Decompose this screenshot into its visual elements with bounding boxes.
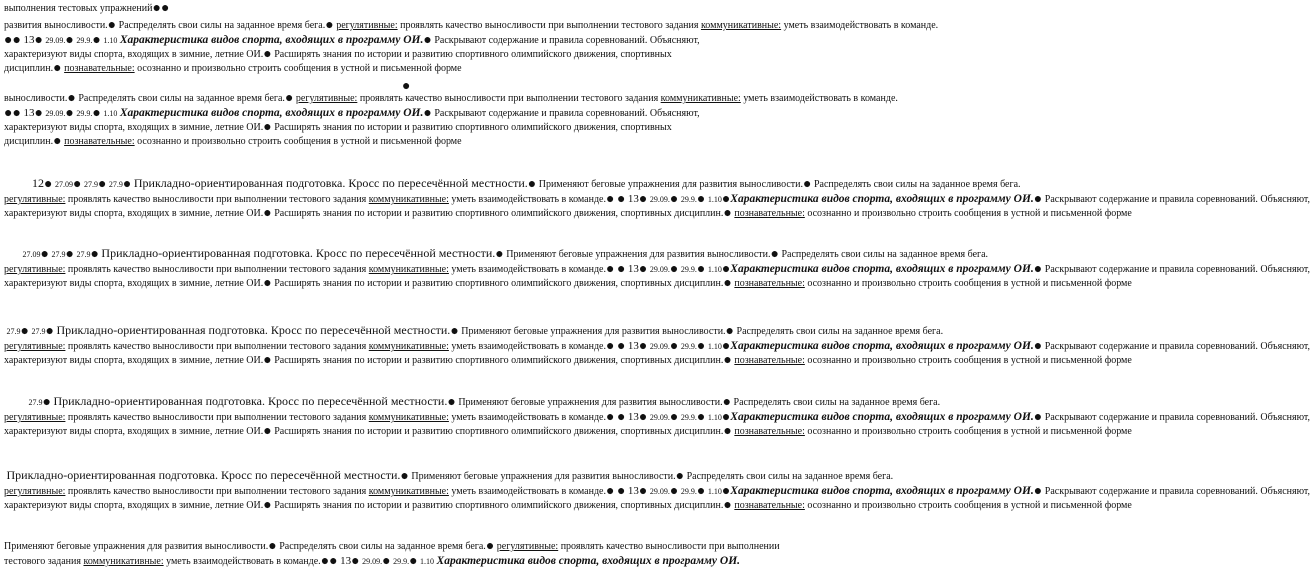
row-line: [4, 353, 1132, 368]
fragment-line: [4, 135, 812, 149]
text: Применяют беговые упражнения для развития выносливости.: [538, 179, 803, 190]
date: 1.10: [707, 487, 722, 496]
text: осознанно и произвольно строить сообщения в устной и письменной форме: [137, 136, 462, 147]
bullet-icon: ●: [400, 469, 409, 484]
bullet-icon: ●: [450, 324, 459, 339]
bullet-icon: ●: [723, 498, 732, 513]
bullet-icon: ●: [696, 192, 706, 207]
text: уметь взаимодействовать в команде.: [451, 341, 606, 352]
regulative-label: регулятивные:: [4, 194, 66, 205]
bullet-icon: ●: [268, 539, 277, 554]
bullet-icon: ●: [675, 469, 685, 484]
topic-title: Характеристика видов спорта, входящих в программу ОИ.: [730, 411, 1034, 423]
bullet-icon: ●: [1033, 262, 1043, 277]
row-line: [4, 394, 941, 410]
text: осознанно и произвольно строить сообщения в устной и письменной форме: [807, 500, 1132, 511]
text: дисциплин.: [4, 136, 54, 147]
bullet-icon: ●: [1033, 484, 1043, 499]
text: Раскрывают содержание и правила соревнований. Объясняют,: [1044, 486, 1310, 497]
bullet-icon: ●: [696, 484, 706, 499]
bullet-icon: ●: [65, 33, 74, 48]
fragment-line: [4, 91, 898, 106]
row-date: 27.9: [6, 327, 21, 336]
date: 1.10: [103, 36, 118, 45]
bullet-icon: ●: [90, 247, 99, 262]
bullet-icon: ●: [638, 410, 648, 425]
bullet-icon: ●: [423, 106, 432, 121]
fragment-line: [4, 106, 812, 121]
fragment-line: [4, 554, 812, 569]
row-number: 12: [32, 176, 44, 190]
date: 1.10: [420, 557, 435, 566]
bullet-icon: ●: [97, 177, 107, 192]
bullet-icon: ●: [92, 33, 101, 48]
text: уметь взаимодействовать в команде.: [743, 93, 898, 104]
bullet-icon: ●: [122, 177, 132, 192]
row-date: 27.9: [51, 250, 66, 259]
bullet-icon: ●: [72, 177, 82, 192]
text: Распределять свои силы на заданное время бега.: [733, 397, 941, 408]
row-date: 27.09: [22, 250, 41, 259]
text: Расширять знания по истории и развитию спортивного олимпийского движения, спортивных: [274, 278, 672, 289]
text: проявлять качество выносливости при выполнении тестового задания: [67, 412, 367, 423]
bullet-icon: ●: [53, 61, 62, 76]
bullet-icon: ●: [284, 91, 294, 106]
row-date: 27.9: [108, 180, 123, 189]
date: 1.10: [707, 195, 722, 204]
bullet-icon: ●: [802, 177, 812, 192]
date: 29.09.: [362, 557, 383, 566]
topic-title: Характеристика видов спорта, входящих в программу ОИ.: [730, 485, 1034, 497]
date: 29.9.: [680, 342, 697, 351]
bullet-icon: ●: [12, 33, 21, 48]
bullet-icon: ●: [696, 339, 706, 354]
lesson-number: 13: [340, 555, 352, 567]
cognitive-label: познавательные:: [734, 278, 805, 289]
text: осознанно и произвольно строить сообщения в устной и письменной форме: [807, 355, 1132, 366]
topic-title: Характеристика видов спорта, входящих в программу ОИ.: [730, 263, 1034, 275]
bullet-icon: ●: [605, 410, 615, 425]
date: 29.09.: [45, 36, 66, 45]
bullet-icon: ●: [616, 262, 626, 277]
regulative-label: регулятивные:: [4, 341, 66, 352]
bullet-icon: ●: [616, 410, 626, 425]
communicative-label: коммуникативные:: [83, 556, 164, 567]
row-line: [4, 276, 1132, 291]
text: Расширять знания по истории и развитию спортивного олимпийского движения, спортивных: [274, 122, 672, 133]
text: Расширять знания по истории и развитию спортивного олимпийского движения, спортивных: [274, 426, 672, 437]
text: уметь взаимодействовать в команде.: [451, 264, 606, 275]
text: Распределять свои силы на заданное время бега.: [813, 179, 1021, 190]
text: Применяют беговые упражнения для развития выносливости.: [506, 249, 771, 260]
text: осознанно и произвольно строить сообщения в устной и письменной форме: [807, 278, 1132, 289]
date: 29.09.: [45, 109, 66, 118]
bullet-icon: ●: [263, 498, 272, 513]
bullet-icon: ●: [4, 106, 13, 121]
row-date: 27.9: [83, 180, 98, 189]
bullet-icon: ●: [638, 192, 648, 207]
row-title: Прикладно-ориентированная подготовка. Кросс по пересечённой местности.: [6, 468, 401, 482]
bullet-icon: ●: [721, 410, 731, 425]
text: Применяют беговые упражнения для развития выносливости.: [461, 326, 726, 337]
text: Применяют беговые упражнения для развития выносливости.: [411, 471, 676, 482]
bullet-icon: ●: [725, 324, 735, 339]
text: Раскрывают содержание и правила соревнований. Объясняют,: [1044, 341, 1310, 352]
text: уметь взаимодействовать в команде.: [451, 412, 606, 423]
lesson-number: 13: [627, 340, 639, 352]
bullet-icon: ●: [495, 247, 504, 262]
text: Расширять знания по истории и развитию спортивного олимпийского движения, спортивных: [274, 208, 672, 219]
bullet-icon: ●: [351, 554, 360, 569]
bullet-icon: ●: [42, 395, 51, 410]
row-date: 27.9: [28, 398, 43, 407]
date: 29.9.: [393, 557, 410, 566]
text: Распределять свои силы на заданное время бега.: [78, 93, 285, 104]
text: развития выносливости.: [4, 20, 108, 31]
regulative-label: регулятивные:: [336, 20, 398, 31]
bullet-icon: ●: [605, 192, 615, 207]
bullet-icon: ●: [616, 339, 626, 354]
bullet-icon: ●: [92, 106, 101, 121]
date: 29.09.: [649, 342, 670, 351]
bullet-icon: ●: [605, 339, 615, 354]
bullet-icon: ●: [721, 192, 731, 207]
bullet-icon: ●: [329, 554, 338, 569]
date: 1.10: [707, 342, 722, 351]
text: дисциплин.: [674, 355, 724, 366]
row-title: Прикладно-ориентированная подготовка. Кросс по пересечённой местности.: [133, 176, 528, 190]
bullet-icon: ●: [40, 247, 49, 262]
text: Раскрывают содержание и правила соревнований. Объясняют,: [434, 108, 700, 119]
top-fragment: [4, 1, 939, 76]
communicative-label: коммуникативные:: [368, 194, 449, 205]
bullet-icon: ●: [34, 106, 43, 121]
text: Применяют беговые упражнения для развития выносливости.: [4, 541, 269, 552]
row-line: [4, 323, 944, 339]
row-line: [4, 262, 1310, 277]
bullet-icon: ●: [409, 554, 418, 569]
communicative-label: коммуникативные:: [368, 341, 449, 352]
text: проявлять качество выносливости при выполнении тестового задания: [67, 194, 367, 205]
text: Расширять знания по истории и развитию спортивного олимпийского движения, спортивных: [274, 355, 672, 366]
communicative-label: коммуникативные:: [700, 20, 782, 31]
regulative-label: регулятивные:: [4, 486, 66, 497]
lesson-row: [4, 246, 1310, 291]
bullet-icon: ●: [527, 177, 537, 192]
lesson-row: [4, 468, 1310, 513]
bullet-icon: ●: [20, 324, 29, 339]
lesson-number: 13: [627, 411, 639, 423]
text: Раскрывают содержание и правила соревнований. Объясняют,: [434, 35, 700, 46]
bullet-icon: ●: [1033, 339, 1043, 354]
text: Расширять знания по истории и развитию спортивного олимпийского движения, спортивных: [274, 49, 672, 60]
bullet-icon: ●: [65, 247, 74, 262]
text: Раскрывают содержание и правила соревнований. Объясняют,: [1044, 264, 1310, 275]
bullet-icon: ●: [382, 554, 391, 569]
text: проявлять качество выносливости при выполнении тестового задания: [67, 341, 367, 352]
text: характеризуют виды спорта, входящих в зимние, летние ОИ.: [4, 122, 264, 133]
date: 29.9.: [680, 413, 697, 422]
bullet-icon: ●: [263, 424, 272, 439]
text: характеризуют виды спорта, входящих в зимние, летние ОИ.: [4, 426, 264, 437]
bullet-icon: ●: [723, 353, 732, 368]
bullet-icon: ●: [605, 262, 615, 277]
bullet-icon: ●: [12, 106, 21, 121]
date: 29.9.: [76, 109, 93, 118]
text: уметь взаимодействовать в команде.: [166, 556, 321, 567]
fragment-line: [4, 33, 812, 48]
bullet-icon: ●: [616, 484, 626, 499]
bullet-icon: ●: [45, 324, 54, 339]
bullet-icon: ●: [721, 484, 731, 499]
row-line: [4, 468, 894, 484]
lesson-number: 13: [627, 193, 639, 205]
bullet-icon: ●: [67, 91, 76, 106]
text: Применяют беговые упражнения для развития выносливости.: [458, 397, 723, 408]
lesson-number: 13: [627, 263, 639, 275]
text: выносливости.: [4, 93, 68, 104]
row-date: 27.9: [31, 327, 46, 336]
bullet-icon: ●: [770, 247, 779, 262]
bullet-icon: ●: [605, 484, 615, 499]
fragment-line: [4, 48, 812, 62]
bullet-icon: ●: [669, 410, 679, 425]
lesson-number: 13: [627, 485, 639, 497]
topic-title: Характеристика видов спорта, входящих в программу ОИ.: [730, 340, 1034, 352]
bullet-icon: ●: [669, 192, 679, 207]
bullet-icon: ●: [669, 484, 679, 499]
row-line: [4, 484, 1310, 499]
bullet-icon: ●: [638, 339, 648, 354]
bullet-icon: ●: [263, 353, 272, 368]
date: 29.9.: [680, 265, 697, 274]
regulative-label: регулятивные:: [4, 412, 66, 423]
cognitive-label: познавательные:: [734, 208, 805, 219]
bullet-icon: ●: [721, 339, 731, 354]
topic-title: Характеристика видов спорта, входящих в программу ОИ.: [730, 193, 1034, 205]
fragment-line: [4, 540, 812, 554]
fragment-line: [4, 18, 939, 33]
cognitive-label: познавательные:: [64, 63, 135, 74]
date: 1.10: [707, 265, 722, 274]
bullet-icon: ●: [721, 262, 731, 277]
communicative-label: коммуникативные:: [368, 412, 449, 423]
bullet-icon: ●: [447, 395, 456, 410]
text: уметь взаимодействовать в команде.: [451, 194, 606, 205]
bullet-icon: ●: [616, 192, 626, 207]
bullet-icon: ●: [53, 134, 62, 149]
bullet-icon: ●: [263, 276, 272, 291]
bullet-icon: ●: [723, 276, 732, 291]
text: характеризуют виды спорта, входящих в зимние, летние ОИ.: [4, 208, 264, 219]
cognitive-label: познавательные:: [734, 500, 805, 511]
fragment-line: [4, 121, 812, 135]
bullet-icon: ●: [1033, 410, 1043, 425]
bullet-icon: ●: [723, 206, 732, 221]
bullet-icon: ●: [152, 1, 161, 16]
bullet-icon: ●: [1033, 192, 1043, 207]
bullet-icon: ●: [423, 33, 432, 48]
text: Распределять свои силы на заданное время бега.: [279, 541, 486, 552]
topic-title: Характеристика видов спорта, входящих в программу ОИ.: [436, 555, 741, 567]
bullet-icon: ●: [325, 18, 334, 33]
communicative-label: коммуникативные:: [660, 93, 741, 104]
bullet-icon: ●: [263, 47, 272, 62]
date: 29.9.: [680, 195, 697, 204]
bullet-icon: ●: [44, 177, 53, 192]
bullet-icon: ●: [263, 120, 272, 135]
bullet-icon: ●: [263, 206, 272, 221]
fragment-line: [4, 62, 812, 76]
second-fragment: [4, 91, 898, 149]
row-title: Прикладно-ориентированная подготовка. Кросс по пересечённой местности.: [53, 394, 448, 408]
row-title: Прикладно-ориентированная подготовка. Кросс по пересечённой местности.: [101, 246, 496, 260]
communicative-label: коммуникативные:: [368, 264, 449, 275]
bullet-icon: ●: [65, 106, 74, 121]
bullet-icon: ●: [696, 410, 706, 425]
text: дисциплин.: [4, 63, 54, 74]
bullet-icon: ●: [485, 539, 495, 554]
lesson-row: [4, 176, 1310, 221]
footer-fragment: [4, 540, 812, 569]
bullet-icon: ●: [4, 33, 13, 48]
text: Распределять свои силы на заданное время бега.: [686, 471, 894, 482]
text: уметь взаимодействовать в команде.: [783, 20, 939, 31]
bullet-icon: ●: [669, 262, 679, 277]
date: 29.09.: [649, 195, 670, 204]
bullet-icon: ●: [722, 395, 732, 410]
cognitive-label: познавательные:: [734, 426, 805, 437]
bullet-icon: ●: [638, 262, 648, 277]
row-line: [4, 246, 989, 262]
regulative-label: регулятивные:: [295, 93, 358, 104]
text: Распределять свои силы на заданное время бега.: [118, 20, 326, 31]
lesson-number: 13: [23, 107, 35, 119]
text: осознанно и произвольно строить сообщения в устной и письменной форме: [137, 63, 462, 74]
text: осознанно и произвольно строить сообщения в устной и письменной форме: [807, 426, 1132, 437]
text: Раскрывают содержание и правила соревнований. Объясняют,: [1044, 412, 1310, 423]
text: Распределять свои силы на заданное время бега.: [781, 249, 989, 260]
row-line: [4, 176, 1021, 192]
bullet-icon: ●: [160, 1, 170, 16]
text: дисциплин.: [674, 208, 724, 219]
cognitive-label: познавательные:: [64, 136, 135, 147]
communicative-label: коммуникативные:: [368, 486, 449, 497]
bullet-icon: ●: [638, 484, 648, 499]
lesson-row: [4, 323, 1310, 368]
topic-title: Характеристика видов спорта, входящих в программу ОИ.: [119, 34, 424, 46]
text: проявлять качество выносливости при выполнении тестового задания: [67, 486, 367, 497]
text: проявлять качество выносливости при выполнении тестового задания: [359, 93, 659, 104]
text: выполнения тестовых упражнений: [4, 3, 153, 14]
text: Расширять знания по истории и развитию спортивного олимпийского движения, спортивных: [274, 500, 672, 511]
row-title: Прикладно-ориентированная подготовка. Кросс по пересечённой местности.: [56, 323, 451, 337]
bullet-icon: ●: [669, 339, 679, 354]
date: 29.09.: [649, 265, 670, 274]
date: 1.10: [103, 109, 118, 118]
row-line: [4, 206, 1132, 221]
bullet-icon: ●: [320, 554, 330, 569]
text: проявлять качество выносливости при выполнении тестового задания: [400, 20, 699, 31]
row-date: 27.09: [54, 180, 73, 189]
cognitive-label: познавательные:: [734, 355, 805, 366]
date: 29.09.: [649, 487, 670, 496]
row-line: [4, 424, 1132, 439]
date: 29.9.: [680, 487, 697, 496]
row-date: 27.9: [76, 250, 91, 259]
text: проявлять качество выносливости при выполнении тестового задания: [67, 264, 367, 275]
text: характеризуют виды спорта, входящих в зимние, летние ОИ.: [4, 355, 264, 366]
date: 29.9.: [76, 36, 93, 45]
bullet-icon: ●: [402, 79, 411, 94]
text: дисциплин.: [674, 500, 724, 511]
bullet-icon: ●: [34, 33, 43, 48]
row-line: [4, 192, 1310, 207]
date: 29.09.: [649, 413, 670, 422]
text: осознанно и произвольно строить сообщения в устной и письменной форме: [807, 208, 1132, 219]
text: Распределять свои силы на заданное время бега.: [736, 326, 944, 337]
lesson-number: 13: [23, 34, 35, 46]
fragment-line: [4, 2, 812, 16]
text: проявлять качество выносливости при выполнении: [560, 541, 780, 552]
text: дисциплин.: [674, 426, 724, 437]
text: характеризуют виды спорта, входящих в зимние, летние ОИ.: [4, 49, 264, 60]
text: характеризуют виды спорта, входящих в зимние, летние ОИ.: [4, 500, 264, 511]
text: тестового задания: [4, 556, 81, 567]
row-line: [4, 339, 1310, 354]
bullet-icon: ●: [107, 18, 117, 33]
topic-title: Характеристика видов спорта, входящих в программу ОИ.: [119, 107, 424, 119]
text: Раскрывают содержание и правила соревнований. Объясняют,: [1044, 194, 1310, 205]
regulative-label: регулятивные:: [4, 264, 66, 275]
text: дисциплин.: [674, 278, 724, 289]
text: уметь взаимодействовать в команде.: [451, 486, 606, 497]
bullet-icon: ●: [723, 424, 732, 439]
row-line: [4, 410, 1310, 425]
lesson-row: [4, 394, 1310, 439]
bullet-icon: ●: [696, 262, 706, 277]
regulative-label: регулятивные:: [496, 541, 559, 552]
date: 1.10: [707, 413, 722, 422]
row-line: [4, 498, 1132, 513]
text: характеризуют виды спорта, входящих в зимние, летние ОИ.: [4, 278, 264, 289]
